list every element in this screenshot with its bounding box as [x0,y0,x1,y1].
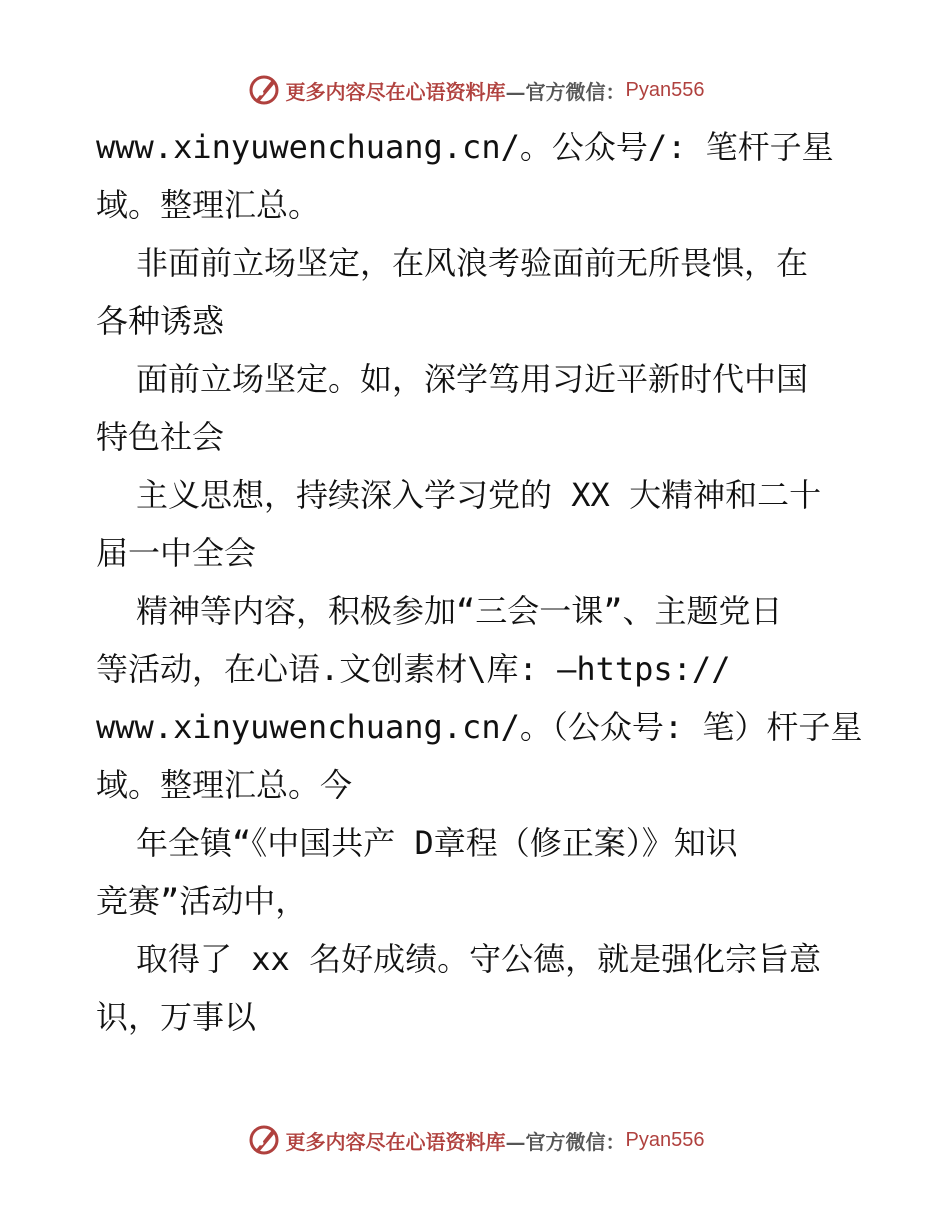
text-line: 识，万事以 [96,998,257,1036]
text-line: 取得了 xx 名好成绩。守公德，就是强化宗旨意 [136,940,822,978]
watermark-text-separator: —官方微信： [505,1129,626,1154]
watermark-text-main: 更多内容尽在心语资料库 [285,1129,506,1154]
watermark-text-separator: —官方微信： [505,79,626,104]
text-line: 特色社会 [96,418,225,456]
pen-logo-icon [246,72,282,108]
watermark-text-wechat: Pyan556 [625,78,705,101]
text-line: 各种诱惑 [96,302,225,340]
pen-logo-icon [246,1122,282,1158]
text-line: 等活动，在心语.文创素材\库: —https:// [96,650,731,688]
watermark-text-wechat: Pyan556 [625,1128,705,1151]
text-line: 主义思想，持续深入学习党的 XX 大精神和二十 [136,476,822,514]
text-line: 域。整理汇总。今 [96,766,353,804]
text-line: 届一中全会 [96,534,257,572]
text-line: www.xinyuwenchuang.cn/。（公众号: 笔）杆子星 [96,708,863,746]
text-line: 面前立场坚定。如，深学笃用习近平新时代中国 [136,360,809,398]
text-line: 年全镇“《中国共产 D章程（修正案）》知识 [136,824,738,862]
watermark-text-main: 更多内容尽在心语资料库 [285,79,506,104]
footer-watermark [0,1120,950,1160]
text-line: 非面前立场坚定，在风浪考验面前无所畏惧，在 [136,244,809,282]
text-line: 竞赛”活动中， [96,882,308,920]
text-line: www.xinyuwenchuang.cn/。公众号/: 笔杆子星 [96,128,834,166]
text-line: 域。整理汇总。 [96,186,321,224]
header-watermark [0,70,950,110]
document-body [96,118,863,1046]
text-line: 精神等内容，积极参加“三会一课”、主题党日 [136,592,783,630]
